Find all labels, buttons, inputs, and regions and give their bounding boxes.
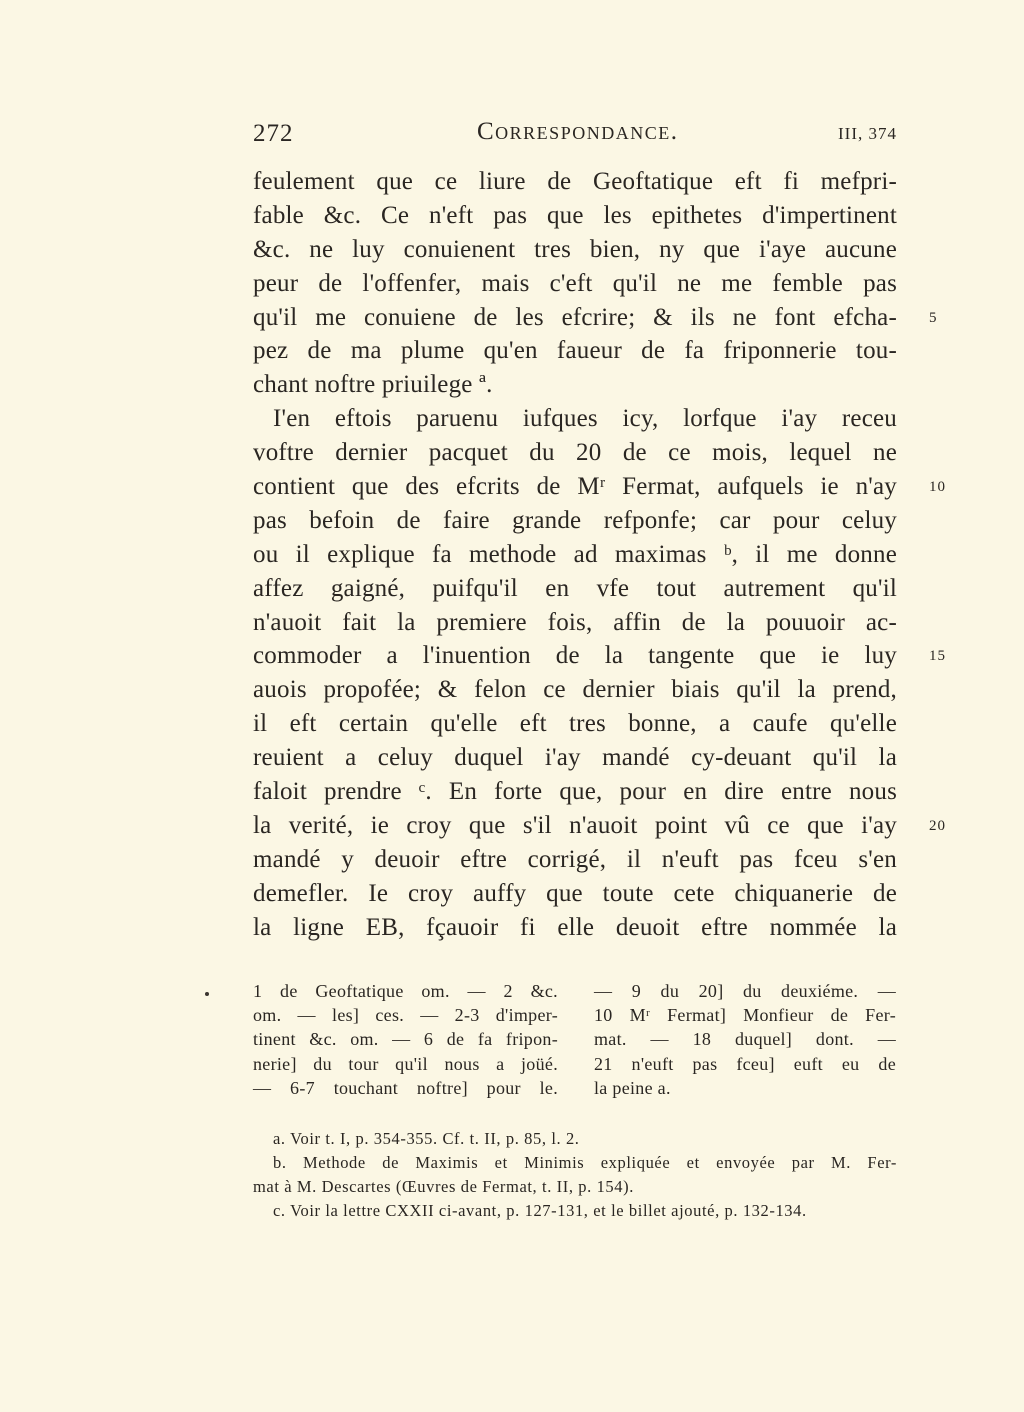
text-line: la ligne EB, fçauoir fi elle deuoit eftre nommée la: [253, 913, 897, 941]
text-line: faloit prendre ᶜ. En forte que, pour en dire entre nous: [253, 778, 897, 806]
text-line: n'auoit fait la premiere fois, affin de la pouuoir ac-: [253, 608, 897, 636]
text-line: chant noftre priuilege ª.: [253, 371, 493, 399]
text-line: mandé y deuoir eftre corrigé, il n'euft pas fceu s'en: [253, 845, 897, 873]
variant-line: mat. — 18 duquel] dont. —: [594, 1029, 896, 1050]
footnote-c: c. Voir la lettre CXXII ci-avant, p. 127-131, et le billet ajouté, p. 132-134.: [273, 1201, 807, 1220]
text-line: affez gaigné, puifqu'il en vfe tout autrement qu'il: [253, 574, 897, 602]
text-line: contient que des efcrits de Mʳ Fermat, aufquels ie n'ay 10: [253, 470, 897, 504]
variant-line: tinent &c. om. — 6 de fa fripon-: [253, 1029, 558, 1050]
text-line: ou il explique fa methode ad maximas ᵇ, il me donne: [253, 540, 897, 568]
running-title: Correspondance.: [477, 118, 679, 145]
line-number: 20: [929, 817, 946, 834]
variant-line: 10 Mʳ Fermat] Monfieur de Fer-: [594, 1005, 896, 1026]
footnotes: [253, 1127, 897, 1223]
text-line: feulement que ce liure de Geoftatique eft fi mefpri-: [253, 168, 897, 195]
footnote-b-continued: mat à M. Descartes (Œuvres de Fermat, t. II, p. 154).: [253, 1177, 634, 1196]
variant-line: 1 de Geoftatique om. — 2 &c.: [253, 981, 558, 1001]
footnote-a: a. Voir t. I, p. 354-355. Cf. t. II, p. 85, l. 2.: [273, 1129, 580, 1148]
main-text: [253, 165, 946, 944]
text-line: reuient a celuy duquel i'ay mandé cy-deuant qu'il la: [253, 744, 897, 772]
variant-line: 21 n'euft pas fceu] euft eu de: [594, 1053, 896, 1074]
line-number: 5: [929, 309, 938, 326]
page-header: [253, 118, 897, 152]
footnote-b: b. Methode de Maximis et Minimis expliquée et envoyée par M. Fer-: [273, 1153, 897, 1172]
variants-right-column: [594, 979, 896, 1100]
line-number: 15: [929, 648, 946, 665]
text-line: I'en eftois paruenu iufques icy, lorfque i'ay receu: [273, 405, 897, 433]
page-number: 272: [253, 120, 294, 147]
text-line: &c. ne luy conuienent tres bien, ny que i'aye aucune: [253, 235, 897, 263]
variant-line: — 9 du 20] du deuxiéme. —: [594, 981, 896, 1001]
text-line: qu'il me conuiene de les efcrire; & ils ne font efcha- 5: [253, 301, 897, 335]
text-line: auois propofée; & felon ce dernier biais qu'il la prend,: [253, 676, 897, 704]
text-line: demefler. Ie croy auffy que toute cete chiquanerie de: [253, 879, 897, 907]
variants-left-column: [253, 979, 558, 1100]
text-line: la verité, ie croy que s'il n'auoit point vû ce que i'ay 20: [253, 809, 897, 843]
volume-reference: III, 374: [838, 124, 897, 143]
text-line: peur de l'offenfer, mais c'eft qu'il ne me femble pas: [253, 269, 897, 297]
text-line: commoder a l'inuention de la tangente que ie luy 15: [253, 639, 897, 673]
text-line: voftre dernier pacquet du 20 de ce mois, lequel ne: [253, 439, 897, 467]
stray-mark: [205, 992, 209, 996]
variant-line: nerie] du tour qu'il nous a joüé.: [253, 1053, 558, 1074]
line-number: 10: [929, 479, 946, 496]
variant-line: om. — les] ces. — 2-3 d'imper-: [253, 1005, 558, 1026]
text-line: fable &c. Ce n'eft pas que les epithetes d'impertinent: [253, 201, 897, 229]
text-line: pez de ma plume qu'en faueur de fa friponnerie tou-: [253, 337, 897, 365]
variant-line: — 6-7 touchant noftre] pour le.: [253, 1077, 558, 1098]
text-line: pas befoin de faire grande refponfe; car pour celuy: [253, 506, 897, 534]
text-line: il eft certain qu'elle eft tres bonne, a caufe qu'elle: [253, 710, 897, 738]
variant-line: la peine a.: [594, 1077, 671, 1098]
